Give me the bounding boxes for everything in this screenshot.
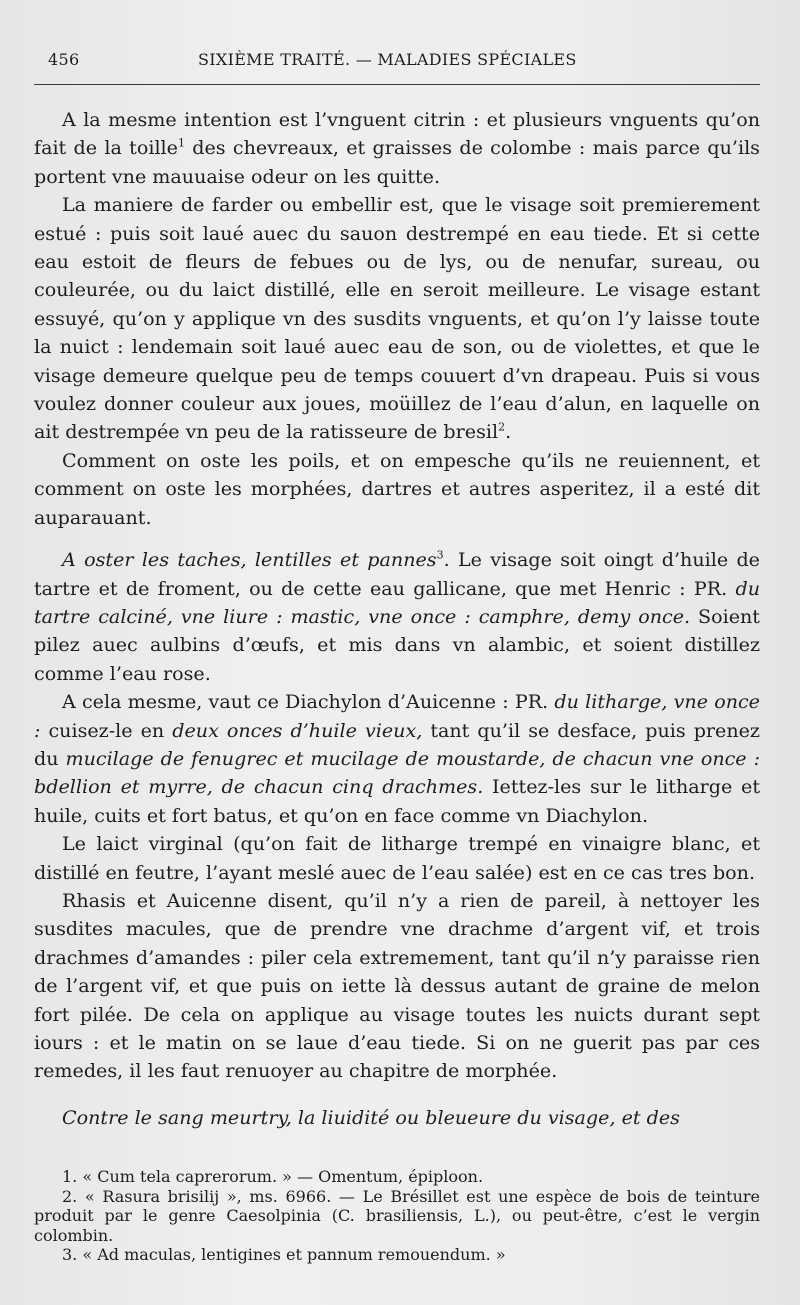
paragraph-text: La maniere de farder ou embellir est, que le visage soit premierement estué : puis soit laué auec du sauon destrempé en eau tiede. Et si cette eau estoit de fleurs de febues ou de lys, ou de nenufar, sureau, ou couleurée, ou du laict distillé, elle en seroit meilleure. Le visage estant essuyé, qu’on y applique vn des susdits vnguents, et qu’on l’y laisse toute la nuict : lendemain soit laué auec eau de son, ou de violettes, et que le visage demeure quelque peu de temps couuert d’vn drapeau. Puis si vous voulez donner couleur aux joues, moüillez de l’eau d’alun, en laquelle on ait destrempée vn peu de la ratisseure de bresil (34, 193, 760, 444)
footnote: 1. « Cum tela caprerorum. » — Omentum, épiploon. (62, 1167, 484, 1186)
paragraph-text: . Le visage soit oingt d’huile de tartre et de froment, ou de cette eau gallicane, que met Henric : PR. (34, 548, 760, 600)
paragraph-text: A cela mesme, vaut ce Diachylon d’Auicenne : PR. (62, 690, 555, 714)
paragraph-text: . (505, 420, 512, 444)
recipe-text: deux onces d’huile vieux, (172, 718, 423, 742)
page-number: 456 (48, 50, 80, 69)
paragraph-text: cuisez-le en (40, 718, 173, 742)
paragraph-text: tant qu’il se desface, puis prenez du (34, 718, 760, 770)
paragraph-text: Iettez-les sur le litharge et huile, cuits et fort batus, et qu’on en face comme vn Diachylon. (34, 775, 760, 827)
paragraph-text: A la mesme intention est l’vnguent citrin : et plusieurs vnguents qu’on fait de la toille (34, 108, 760, 160)
recipe-text: du tartre calciné, vne liure : mastic, vne once : camphre, demy once. (34, 576, 760, 628)
footnote: 2. « Rasura brisilij », ms. 6966. — Le Brésillet est une espèce de bois de teinture produit par le genre Caesolpinia (C. brasiliensis, L.), ou peut-être, c’est le vergin colombin. (34, 1186, 760, 1245)
section-heading: Contre le sang meurtry, la liuidité ou bleueure du visage, et des (62, 1105, 680, 1129)
paragraph-text: des chevreaux, et graisses de colombe : mais parce qu’ils portent vne mauuaise odeur on les quitte. (34, 136, 760, 188)
paragraph (34, 1104, 760, 1132)
footnotes (34, 1167, 760, 1265)
paragraph: Comment on oste les poils, et on empesche qu’ils ne reuiennent, et comment on oste les morphées, dartres et autres asperitez, il a esté dit auparauant. (34, 448, 760, 529)
paragraph (34, 106, 760, 191)
footnote-ref: 1 (177, 137, 185, 151)
footnote: 3. « Ad maculas, lentigines et pannum remouendum. » (62, 1245, 506, 1265)
footnote-ref: 2 (498, 421, 506, 435)
paragraph (34, 546, 760, 688)
paragraph: Rhasis et Auicenne disent, qu’il n’y a rien de pareil, à nettoyer les susdites macules, que de prendre vne drachme d’argent vif, et trois drachmes d’amandes : piler cela extremement, tant qu’il n’y paraisse rien de l’argent vif, et que puis on iette là dessus autant de graine de melon fort pilée. De cela on applique au visage toutes les nuicts durant sept iours : et le matin on se laue d’eau tiede. Si on ne guerit pas par ces remedes, il les faut renuoyer au chapitre de morphée. (34, 888, 760, 1083)
section-heading: A oster les taches, lentilles et pannes (62, 548, 437, 572)
main-text (34, 106, 760, 1132)
recipe-text: mucilage de fenugrec et mucilage de moustarde, de chacun vne once : bdellion et myrre, de chacun cinq drachmes. (34, 746, 760, 799)
paragraph-text: Soient pilez auec aulbins d’œufs, et mis dans vn alambic, et soient distillez comme l’eau rose. (34, 604, 760, 685)
paragraph: Le laict virginal (qu’on fait de litharge trempé en vinaigre blanc, et distillé en feutre, l’ayant meslé auec de l’eau salée) est en ce cas tres bon. (34, 832, 760, 884)
paragraph (34, 688, 760, 830)
footnote-ref: 3 (436, 548, 444, 562)
header-rule (34, 84, 760, 85)
recipe-text: du litharge, vne once : (34, 690, 760, 742)
page-header (48, 50, 760, 69)
running-title: SIXIÈME TRAITÉ. — MALADIES SPÉCIALES (198, 50, 577, 69)
paragraph (34, 191, 760, 447)
